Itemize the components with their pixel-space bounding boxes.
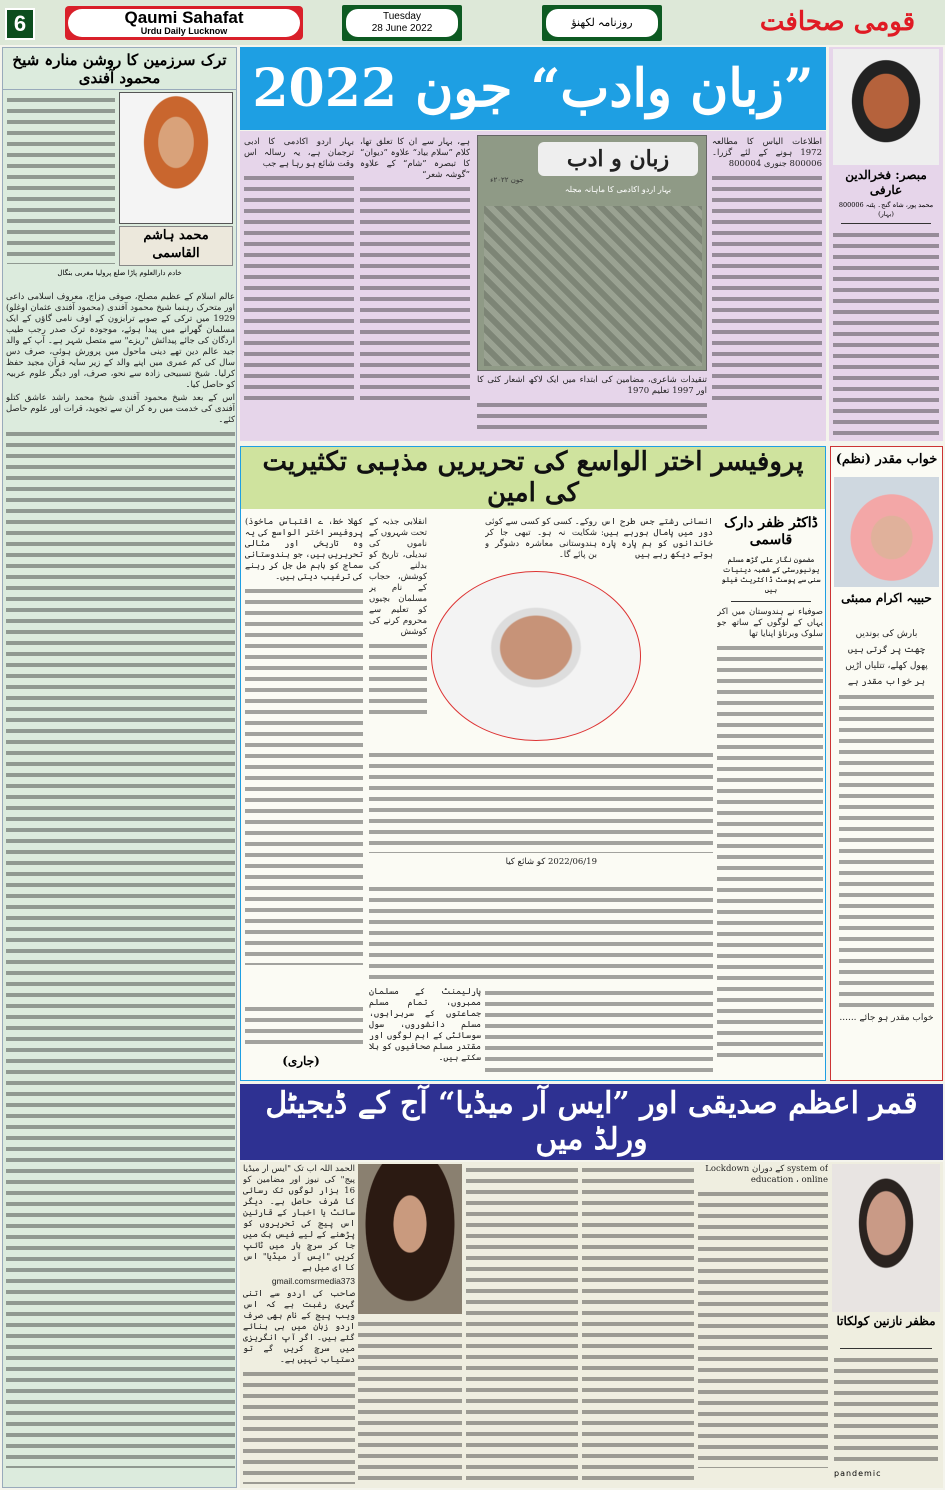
- article-text: الحمد اللہ اب تک "ایس آر میڈیا پیج" کی نیوز اور مضامین کو 16 ہزار لوگوں تک رسائی کا شرف حاصل ہے۔ دیگر سائٹ یا اخبار کے قارئین اس پیج کی تحریروں کو پڑھنے کے لیے فیس بک میں جا کر سرچ بار میں ٹائپ کریں "ایس آر میڈیا" اس کا ای میل ہے: [243, 1164, 355, 1273]
- subject-photo: [358, 1164, 462, 1314]
- article-text: Lockdown کے دوران system of education ، online: [705, 1164, 828, 1185]
- author-photo: [832, 1164, 940, 1312]
- roznama-label: روزنامہ لکھنؤ: [546, 9, 658, 37]
- left-article: [2, 47, 237, 1488]
- date-box: [342, 5, 462, 41]
- article-body-text: [834, 1354, 938, 1464]
- article-body-text: [7, 94, 115, 264]
- middle-author: ڈاکٹر ظفر دارک قاسمی: [724, 515, 818, 548]
- poem-line: خواب مقدر ہو جائے ......: [839, 1013, 934, 1023]
- article-body-text: [582, 1164, 694, 1484]
- reviewer-photo: [833, 49, 939, 165]
- top-banner-headline: ”زبان وادب“ جون 2022: [240, 47, 826, 130]
- poet-name: حبیبہ اکرام ممبئی: [841, 591, 932, 605]
- article-text: صاحب کی اردو سے اتنی گہری رغبت ہے کہ اس ویب پیج کے نام بھی صرف اردو زبان میں ہی بنائے گئے ہیں۔ اگر آپ انگریزی میں سرچ کریں گے تو دستیاب نہیں ہے۔: [243, 1289, 355, 1365]
- article-text: عالم اسلام کے عظیم مصلح، صوفی مزاج، معروف اسلامی داعی اور متحرک رہنما شیخ محمود آفندی (محمود آفندی عثمان اوغلو) 1929 میں ترکی کے صوبے ترابزون کے اوف نامی گاؤں کے ایک مسلمان گھرانے میں پیدا ہوئے، موجودہ ترک صدر رجب طیب اردگان کی جائے پیدائش "ریزے" سے متصل شہر ہے۔ آپ کے والد جید عالم دین تھے دینی ماحول میں پرورش ہوئی، صرف دس سال کی کم عمری میں اپنے والد کے زیر سایہ قرآن مجید حفظ کرلیا۔ شیخ تسبیحی زادہ سے نحو، صرف، اور دیگر علوم عربیہ کو حاصل کیا۔: [6, 292, 235, 390]
- poem-line: چھت پر گرتی ہیں: [847, 645, 926, 655]
- article-body-text: [369, 883, 713, 979]
- article-text: ہے، بہار سے ان کا تعلق تھا، کلام ”سلام بیاد“ علاوہ ”دیوان“ کا تبصرہ ”شام“ کے علاوہ ”گوشہ شعر“: [360, 137, 470, 180]
- middle-article: [240, 446, 826, 1081]
- article-body-text: [245, 1003, 363, 1047]
- article-text: بہار اردو اکادمی کا ادبی ترجمان ہے، یہ رسالہ اس وقت شائع ہو رہا ہے جب: [244, 137, 354, 169]
- poem-line: ہر خواب مقدر ہے: [847, 677, 926, 687]
- masthead: [0, 0, 945, 45]
- brand-name: Qaumi Sahafat: [124, 8, 244, 27]
- article-text: صوفیاء نے ہندوستان میں آکر یہاں کے لوگوں کے ساتھ جو سلوک وبرتاؤ اپنایا تھا: [717, 607, 823, 639]
- article-body-text: [466, 1164, 578, 1484]
- date-line: 2022/06/19 کو شائع کیا: [505, 857, 597, 867]
- continued-label: (جاری): [282, 1054, 320, 1068]
- author-box: [119, 226, 233, 266]
- article-text: انقلابی جذبہ کے تحت شہروں کے ناموں کی تبدیلی، تاریخ کو بدلنے کی کوشش، حجاب کے نام پر مسلمان بچیوں کو تعلیم سے محروم کرنے کی کوشش: [369, 517, 427, 637]
- article-body-text: [369, 749, 713, 853]
- poem-box: [830, 446, 943, 1081]
- day: Tuesday: [383, 11, 421, 22]
- bottom-banner-headline: قمر اعظم صدیقی اور ”ایس آر میڈیا“ آج کے ڈیجیٹل ورلڈ میں: [240, 1084, 943, 1160]
- magazine-title: زبان و ادب: [538, 142, 698, 176]
- poem-line: پھول کھلے، تتلیاں اڑیں: [845, 661, 928, 671]
- article-text: pandemic: [834, 1469, 882, 1478]
- email-text: gmail.comsrmedia373: [271, 1276, 355, 1286]
- top-article: [240, 131, 826, 441]
- reviewer-name: مبصر: فخرالدین عارفی: [845, 168, 927, 197]
- subject-photo: [431, 571, 641, 741]
- poem-title: خواب مقدر (نظم): [835, 452, 938, 467]
- magazine-cover: [477, 135, 707, 371]
- divider: [731, 601, 811, 602]
- reviewer-address: محمد پور، شاہ گنج۔ پٹنہ 800006 (بہار): [838, 201, 934, 218]
- article-text: اس کے بعد شیخ محمود آفندی شیخ محمد راشد عاشق کتلو آفندی کی خدمت میں رہ کر ان سے تجوید، قرات اور علوم حاصل کئے۔: [6, 393, 235, 425]
- divider: [841, 223, 931, 224]
- bottom-author: مظفر نازنین کولکاتا: [836, 1314, 936, 1328]
- article-text: تنقیدات شاعری، مضامین کی ابتداء میں ایک لاکھ اشعار کئی کا اور 1997 تعلیم 1970: [477, 375, 707, 396]
- middle-headline: پروفیسر اختر الواسع کی تحریریں مذہبی تکثیریت کی امین: [241, 447, 825, 509]
- article-body-text: [833, 229, 939, 437]
- article-text: اطلاعات الیاس کا مطالعہ 1972 ہونے کے لئے گزرا۔ 800006 جنوری 800004: [712, 137, 822, 169]
- left-article-title: ترک سرزمین کا روشن منارہ شیخ محمود آفندی: [3, 48, 236, 90]
- date: 28 June 2022: [371, 23, 433, 34]
- reviewer-column: [829, 47, 943, 441]
- article-text: کھلا خط، ے اقتباس ماخوذ) پروفیسر اختر الواسع کی یہ وہ تاریخی اور مثالی تحریریں ہیں، جو ہندوستانی سماج کو باہم مل جل کر رہنے کی ترغیب دیتی ہیں۔: [245, 517, 363, 582]
- brand-box: [65, 6, 303, 40]
- article-text: انسانی رشتے جس طرح اس دور میں پامال ہورہے ہیں: خاندانوں کو ہم پارہ پارہ ہوتے دیکھ رہے ہیں: [601, 517, 713, 560]
- author-name: محمد ہاشم القاسمی: [143, 228, 209, 261]
- author-photo: [119, 92, 233, 224]
- magazine-issue: جون ۲۰۲۲ء: [490, 176, 524, 184]
- magazine-subtitle: بہار اردو اکادمی کا ماہانہ مجلہ: [564, 185, 672, 194]
- article-body-text: [485, 987, 713, 1075]
- article-text: روکے۔ کسی کو کسی سے کوئی شکایت نہ ہو۔ تبھی جا کر ہندوستانی معاشرہ دشوگر و بن پائے گا۔: [485, 517, 597, 560]
- urdu-logo: قومی صحافت: [759, 7, 916, 37]
- poem-line: بارش کی بوندیں: [855, 629, 918, 639]
- poet-photo: [834, 477, 939, 587]
- author-info: خادم دارالعلوم پاڑا ضلع پرولیا مغربی بنگال: [57, 269, 182, 277]
- page-number: 6: [5, 8, 35, 40]
- article-body-text: [6, 428, 235, 1468]
- cover-pattern: [484, 206, 702, 366]
- middle-author-info: مضمون نگار علی گڑھ مسلم یونیورسٹی کے شعبہ دینیات سنی سے پوسٹ ڈاکٹریٹ فیلو ہیں: [721, 556, 821, 594]
- article-text: پارلیمنٹ کے مسلمان ممبروں، تمام مسلم جماعتوں کے سربراہوں، مسلم دانشوروں، سول سوسائٹی کے اہم لوگوں اور مقتدر مسلم صحافیوں کو بلا سکتے ہیں۔: [369, 987, 481, 1063]
- bottom-article: [240, 1162, 943, 1488]
- brand-subtitle: Urdu Daily Lucknow: [140, 26, 228, 36]
- divider: [840, 1348, 932, 1349]
- roznama-box: [542, 5, 662, 41]
- article-body-text: [358, 1318, 462, 1484]
